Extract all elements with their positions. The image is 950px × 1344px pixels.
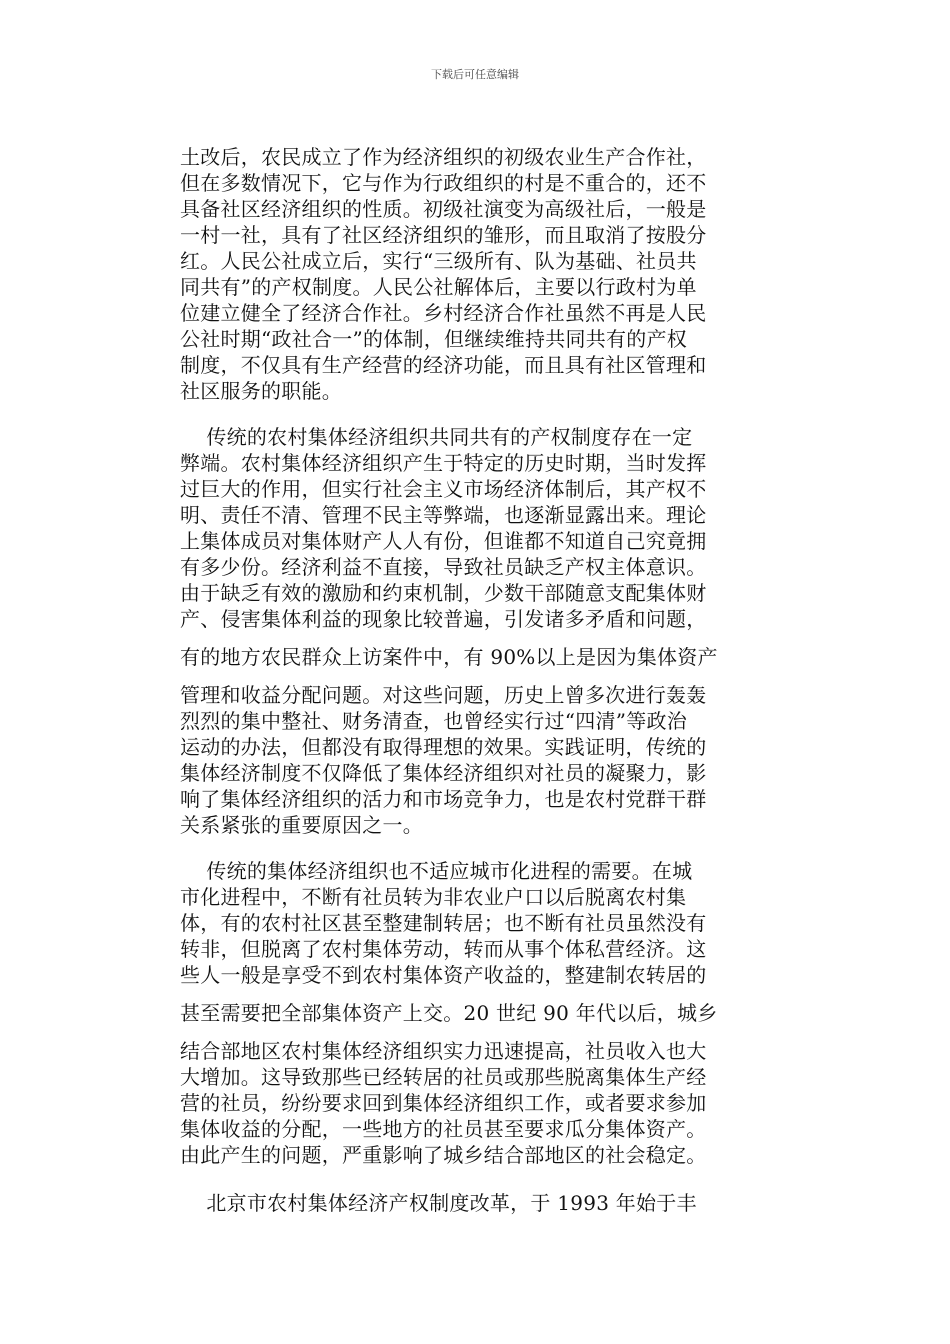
text-line: 体，有的农村社区甚至整建制转居；也不断有社员虽然没有	[180, 911, 707, 935]
text-line: 管理和收益分配问题。对这些问题，历史上曾多次进行轰轰	[180, 683, 707, 707]
text-line: 具备社区经济组织的性质。初级社演变为高级社后，一般是	[180, 197, 707, 221]
text-line: 制度，不仅具有生产经营的经济功能，而且具有社区管理和	[180, 353, 707, 377]
text-line: 有的地方农民群众上访案件中，有 90%以上是因为集体资产	[180, 645, 718, 669]
text-line: 甚至需要把全部集体资产上交。20 世纪 90 年代以后，城乡	[180, 1001, 718, 1025]
text-line: 由于缺乏有效的激励和约束机制，少数干部随意支配集体财	[180, 581, 707, 605]
text-line: 营的社员，纷纷要求回到集体经济组织工作，或者要求参加	[180, 1091, 707, 1115]
page-header: 下载后可任意编辑	[431, 68, 519, 81]
paragraph-2	[180, 424, 770, 838]
text-line: 响了集体经济组织的活力和市场竞争力，也是农村党群干群	[180, 787, 707, 811]
text-line: 转非，但脱离了农村集体劳动，转而从事个体私营经济。这	[180, 937, 707, 961]
text-line: 上集体成员对集体财产人人有份，但谁都不知道自己究竟拥	[180, 529, 707, 553]
text-line: 集体经济制度不仅降低了集体经济组织对社员的凝聚力，影	[180, 761, 707, 785]
text-line: 大增加。这导致那些已经转居的社员或那些脱离集体生产经	[180, 1065, 707, 1089]
text-line: 关系紧张的重要原因之一。	[180, 813, 423, 837]
text-line: 红。人民公社成立后，实行“三级所有、队为基础、社员共	[180, 249, 697, 273]
paragraph-4	[180, 1190, 770, 1216]
text-line: 些人一般是享受不到农村集体资产收益的，整建制农转居的	[180, 963, 707, 987]
text-line: 明、责任不清、管理不民主等弊端，也逐渐显露出来。理论	[180, 503, 707, 527]
paragraph-1	[180, 144, 770, 404]
text-line: 但在多数情况下，它与作为行政组织的村是不重合的，还不	[180, 171, 707, 195]
paragraph-3	[180, 858, 770, 1168]
text-line: 弊端。农村集体经济组织产生于特定的历史时期，当时发挥	[180, 451, 707, 475]
text-line: 位建立健全了经济合作社。乡村经济合作社虽然不再是人民	[180, 301, 707, 325]
text-line: 过巨大的作用，但实行社会主义市场经济体制后，其产权不	[180, 477, 707, 501]
text-line: 有多少份。经济利益不直接，导致社员缺乏产权主体意识。	[180, 555, 707, 579]
text-line: 结合部地区农村集体经济组织实力迅速提高，社员收入也大	[180, 1039, 707, 1063]
text-line: 公社时期“政社合一”的体制，但继续维持共同共有的产权	[180, 327, 687, 351]
text-line: 由此产生的问题，严重影响了城乡结合部地区的社会稳定。	[180, 1143, 707, 1167]
text-line: 烈烈的集中整社、财务清查，也曾经实行过“四清”等政治	[180, 709, 687, 733]
text-line: 集体收益的分配，一些地方的社员甚至要求瓜分集体资产。	[180, 1117, 707, 1141]
text-line: 一村一社，具有了社区经济组织的雏形，而且取消了按股分	[180, 223, 707, 247]
text-line: 运动的办法，但都没有取得理想的效果。实践证明，传统的	[180, 735, 707, 759]
text-line: 土改后，农民成立了作为经济组织的初级农业生产合作社，	[180, 145, 707, 169]
text-line: 市化进程中，不断有社员转为非农业户口以后脱离农村集	[180, 885, 687, 909]
text-line: 传统的农村集体经济组织共同共有的产权制度存在一定	[180, 425, 693, 449]
text-line: 北京市农村集体经济产权制度改革，于 1993 年始于丰	[180, 1191, 697, 1215]
text-line: 社区服务的职能。	[180, 379, 342, 403]
text-line: 传统的集体经济组织也不适应城市化进程的需要。在城	[180, 859, 693, 883]
document-body	[180, 144, 770, 1216]
text-line: 同共有”的产权制度。人民公社解体后，主要以行政村为单	[180, 275, 697, 299]
text-line: 产、侵害集体利益的现象比较普遍，引发诸多矛盾和问题，	[180, 607, 707, 631]
